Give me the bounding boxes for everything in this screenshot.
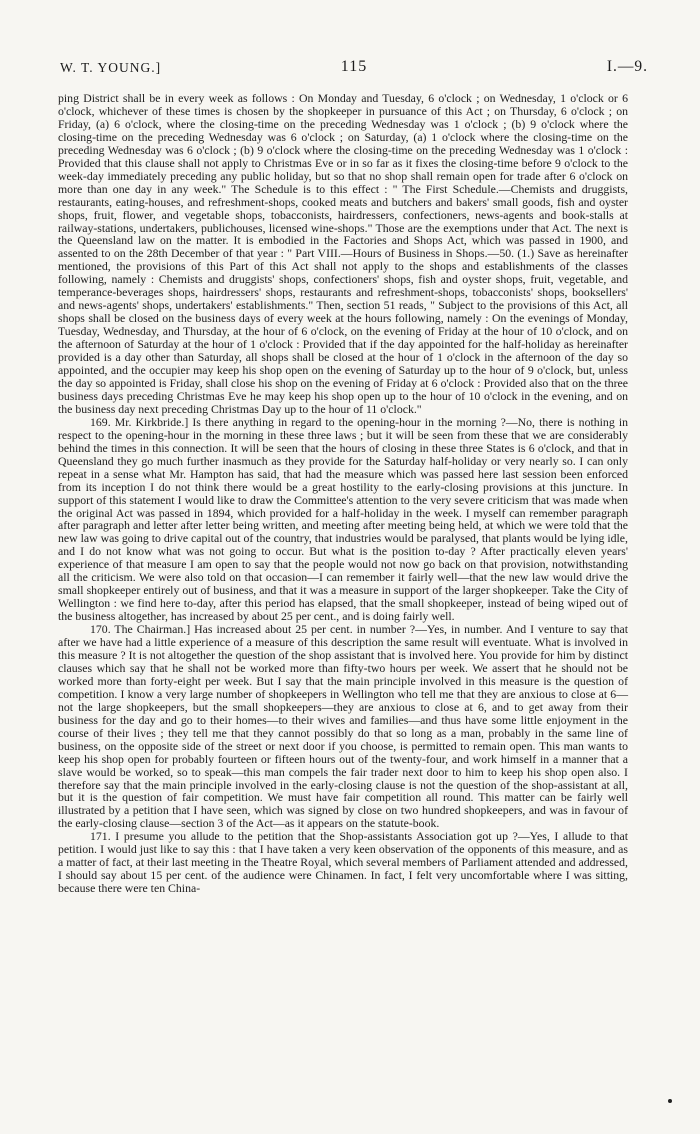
margin-mark	[668, 1099, 672, 1103]
header-reference: I.—9.	[606, 58, 648, 75]
paragraph-169: 169. Mr. Kirkbride.] Is there anything in regard to the opening-hour in the morning ?—No, there is nothing in respect to the opening-hour in the morning in these three laws ; but it will be seen from these that we are considerably behind the times in this connection. It will be seen that the hours of closing in these three States is 6 o'clock, and that in Queensland they go much further inasmuch as they provide for the Saturday half-holiday or very nearly so. I can only repeat in a sense what Mr. Hampton has said, that had the measure which was passed here last session been enforced from its inception I do not think there would be a great hostility to the early-closing provisions at this juncture. In support of this statement I would like to draw the Committee's attention to the very severe criticism that was made when the original Act was passed in 1894, which provided for a half-holiday in the week. I myself can remember paragraph after paragraph and letter after letter being written, and meeting after meeting being held, at which we were told that the new law was going to drive capital out of the country, that industries would be paralysed, that plants would be lying idle, and I do not know what was not going to occur. But what is the position to-day ? After practically eleven years' experience of that measure I am open to say that the people would not now go back on that provision, notwithstanding all the criticism. We were also told on that occasion—I can remember it fairly well—that the new law would drive the small shopkeeper entirely out of business, and that it was a measure in support of the larger shopkeeper. Take the City of Wellington : we find here to-day, after this period has elapsed, that the small shopkeeper, instead of being wiped out of the business altogether, has increased by about 25 per cent., and is doing fairly well.	[58, 414, 628, 624]
page-number: 115	[340, 58, 368, 75]
paragraph-continuation: ping District shall be in every week as follows : On Monday and Tuesday, 6 o'clock ; on Wednesday, 1 o'clock or 6 o'clock, whichever of these times is chosen by the shopkeeper in pursuance of this Act ; on Thursday, 6 o'clock ; on Friday, (a) 6 o'clock, where the closing-time on the preceding Wednesday was 1 o'clock ; (b) 9 o'clock where the closing-time on the preceding Wednesday was 6 o'clock ; on Saturday, (a) 1 o'clock where the closing-time on the preceding Wednesday was 6 o'clock ; (b) 9 o'clock where the closing-time on the preceding Wednesday was 1 o'clock : Provided that this clause shall not apply to Christmas Eve or in so far as it fixes the closing-time before 9 o'clock to the week-day immediately preceding any public holiday, but so that no shop shall remain open for trade after 6 o'clock on more than one day in any week." The Schedule is to this effect : " The First Schedule.—Chemists and druggists, restaurants, eating-houses, and refreshment-shops, cooked meats and butchers and bakers' small goods, fish and oyster shops, fruit, flower, and vegetable shops, tobacconists, hairdressers, confectioners, news-agents and book-stalls at railway-stations, undertakers, publichouses, licensed wine-shops." Those are the exemptions under that Act. The next is the Queensland law on the matter. It is embodied in the Factories and Shops Act, which was passed in 1900, and assented to on the 28th December of that year : " Part VIII.—Hours of Business in Shops.—50. (1.) Save as hereinafter mentioned, the provisions of this Part of this Act shall not apply to the shops and establishments of the classes following, namely : Chemists and druggists' shops, confectioners' shops, fish and oyster shops, fruit, vegetable, and temperance-beverages shops, hairdressers' shops, restaurants and refreshment-shops, tobacconists' shops, booksellers' and news-agents' shops, undertakers' establishments." Then, section 51 reads, " Subject to the provisions of this Act, all shops shall be closed on the business days of every week at the hours following, namely : On the evenings of Monday, Tuesday, Wednesday, and Thursday, at the hour of 6 o'clock, on the evening of Friday at the hour of 10 o'clock, and on the afternoon of Saturday at the hour of 1 o'clock : Provided that if the day appointed for the half-holiday as hereinafter provided is a day other than Saturday, all shops shall be closed at the hour of 1 o'clock in the afternoon of the day so appointed, and the occupier may keep his shop open on the evening of Saturday up to the hour of 9 o'clock, but, unless the day so appointed is Friday, shall close his shop on the evening of Friday at 6 o'clock : Provided also that on the three business days preceding Christmas Eve he may keep his shop open up to the hour of 10 o'clock in the evening, and on the business day next preceding Christmas Day up to the hour of 11 o'clock."	[58, 91, 628, 416]
body-text	[58, 92, 628, 895]
header-author: W. T. YOUNG.]	[60, 60, 162, 75]
page-header	[60, 58, 648, 80]
paragraph-170: 170. The Chairman.] Has increased about 25 per cent. in number ?—Yes, in number. And I venture to say that after we have had a little experience of a measure of this description the same result will eventuate. What is involved in this measure ? It is not altogether the question of the shop assistant that is involved here. You provide for him by distinct clauses which say that he shall not be worked more than fifty-two hours per week. We assert that he should not be worked more than forty-eight per week. But I say that the main principle involved in this measure is the question of competition. I know a very large number of shopkeepers in Wellington who tell me that they are anxious to close at 6—not the large shopkeepers, but the small shopkeepers—they are anxious to close at 6, and to get away from their business for the day and go to their homes—to their wives and families—and thus have some little enjoyment in the course of their lives ; they tell me that they cannot possibly do that so long as a man, probably in the same line of business, on the opposite side of the street or next door if you choose, is permitted to remain open. This man wants to keep his shop open for probably fourteen or fifteen hours out of the twenty-four, and work himself in a manner that a slave would be worked, so to speak—this man compels the fair trader next door to him to keep his shop open also. I therefore say that the main principle involved in the early-closing clause is not the question of the shop-assistant at all, but it is the question of fair competition. We must have fair competition all round. This matter can be fairly well illustrated by a petition that I have seen, which was signed by close on two hundred shopkeepers, and was in favour of the early-closing clause—section 3 of the Act—as it appears on the statute-book.	[58, 622, 628, 831]
paragraph-171: 171. I presume you allude to the petition that the Shop-assistants Association got up ?—Yes, I allude to that petition. I would just like to say this : that I have taken a very keen observation of the opponents of this measure, and as a matter of fact, at their last meeting in the Theatre Royal, which several members of Parliament attended and addressed, I should say about 15 per cent. of the audience were Chinamen. In fact, I felt very uncomfortable where I was sitting, because there were ten China-	[58, 829, 628, 896]
